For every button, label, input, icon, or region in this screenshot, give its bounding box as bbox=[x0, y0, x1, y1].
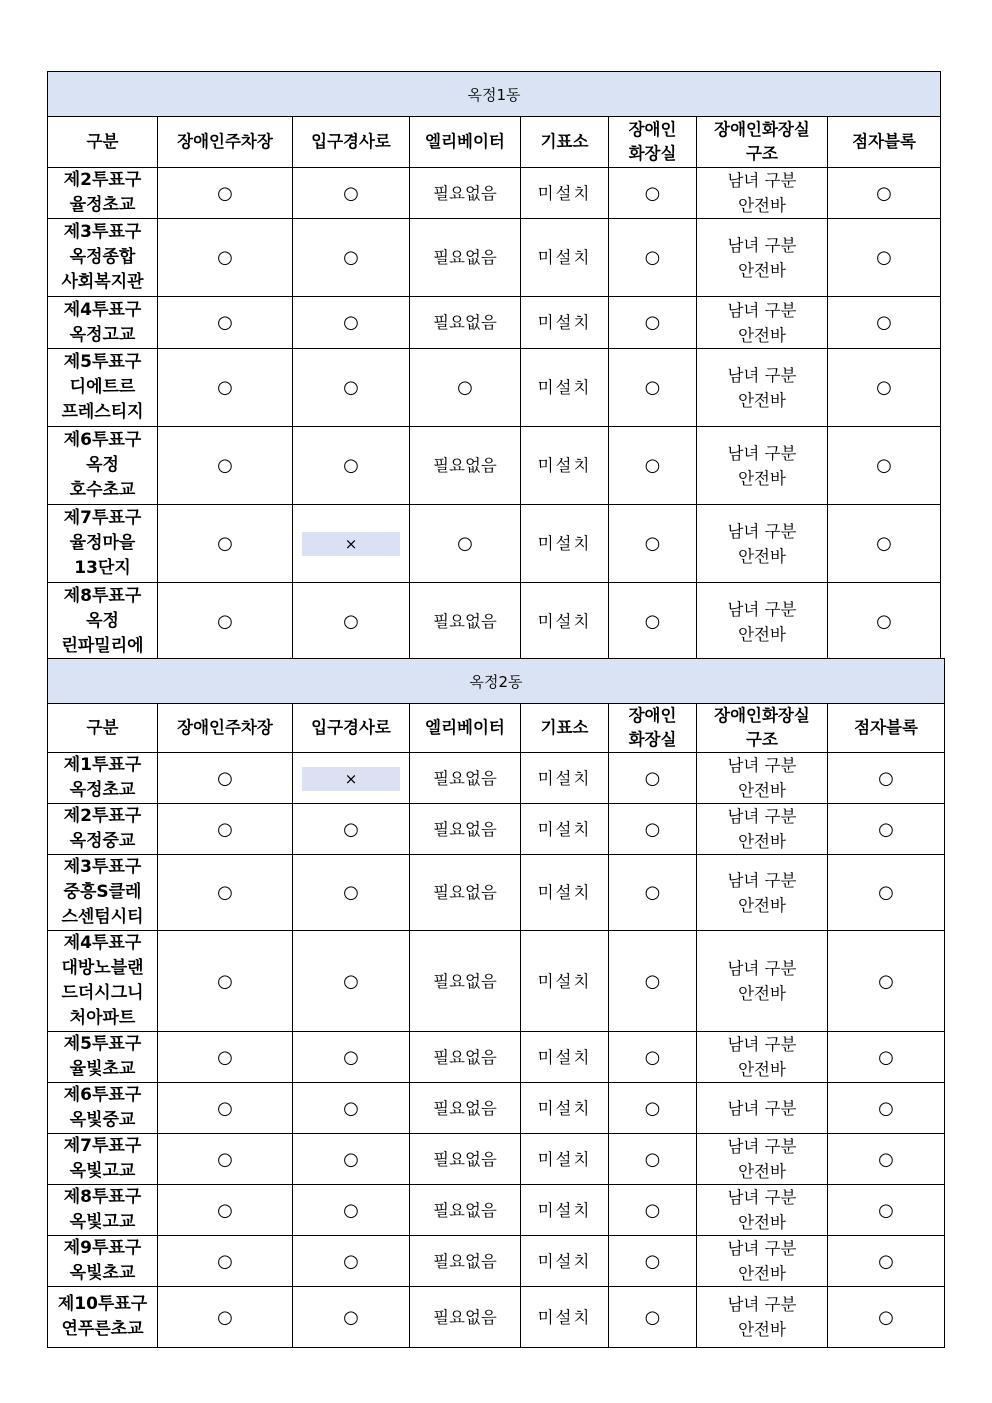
table-row bbox=[48, 931, 945, 1032]
text-line: 제10투표구 bbox=[57, 1294, 148, 1314]
toilet-structure-cell bbox=[697, 1134, 828, 1185]
toilet-structure-cell bbox=[697, 427, 828, 505]
toilet-structure-cell bbox=[697, 349, 828, 427]
text-line: 제6투표구 bbox=[63, 1085, 142, 1105]
text-line: 율빛초교 bbox=[69, 1059, 136, 1079]
ramp-cell: ○ bbox=[293, 1236, 410, 1287]
braille-cell: ○ bbox=[828, 168, 941, 219]
section-header-row bbox=[48, 72, 941, 117]
text-line: 옥빛고교 bbox=[69, 1212, 136, 1232]
polling-station-name bbox=[48, 219, 158, 297]
braille-cell: ○ bbox=[828, 804, 945, 855]
braille-cell: ○ bbox=[828, 931, 945, 1032]
ramp-cell: ○ bbox=[293, 1185, 410, 1236]
text-line: 안전바 bbox=[738, 546, 786, 566]
section-header-row bbox=[48, 659, 945, 704]
elevator-header: 엘리베이터 bbox=[410, 117, 521, 168]
ramp-cell: ○ bbox=[293, 349, 410, 427]
parking-cell: ○ bbox=[158, 1236, 293, 1287]
name-header: 구분 bbox=[48, 117, 158, 168]
polling-station-name bbox=[48, 1287, 158, 1348]
table-okjeong1 bbox=[47, 71, 941, 661]
text-line: 남녀 구분 bbox=[727, 1295, 797, 1314]
text-line: 제6투표구 bbox=[63, 430, 142, 450]
text-line: 옥정초교 bbox=[69, 780, 136, 800]
text-line: 중흥S클레 bbox=[63, 882, 142, 902]
text-line: 안전바 bbox=[738, 624, 786, 644]
parking-cell: ○ bbox=[158, 1287, 293, 1348]
text-line: 남녀 구분 bbox=[727, 599, 797, 619]
toilet-cell: ○ bbox=[609, 1185, 697, 1236]
braille-cell: ○ bbox=[828, 349, 941, 427]
booth-header: 기표소 bbox=[521, 117, 609, 168]
ramp-cell: ○ bbox=[293, 931, 410, 1032]
name-header: 구분 bbox=[48, 704, 158, 753]
text-line: 장애인 bbox=[628, 120, 677, 139]
toilet-structure-cell bbox=[697, 583, 828, 661]
toilet-cell: ○ bbox=[609, 1083, 697, 1134]
toilet-cell: ○ bbox=[609, 505, 697, 583]
booth-cell: 미설치 bbox=[521, 1134, 609, 1185]
table-body bbox=[48, 659, 945, 1348]
elevator-cell: 필요없음 bbox=[410, 753, 521, 804]
toilet-cell: ○ bbox=[609, 753, 697, 804]
toilet-structure-cell bbox=[697, 1236, 828, 1287]
ramp-header: 입구경사로 bbox=[293, 704, 410, 753]
text-line: 안전바 bbox=[738, 984, 786, 1003]
toilet-structure-cell bbox=[697, 855, 828, 931]
ramp-cell: ○ bbox=[293, 583, 410, 661]
text-line: 제3투표구 bbox=[63, 222, 142, 242]
elevator-cell: 필요없음 bbox=[410, 1083, 521, 1134]
text-line: 남녀 구분 bbox=[727, 521, 797, 541]
parking-cell: ○ bbox=[158, 753, 293, 804]
parking-header: 장애인주차장 bbox=[158, 117, 293, 168]
booth-cell: 미설치 bbox=[521, 349, 609, 427]
ramp-cell bbox=[293, 505, 410, 583]
polling-station-name bbox=[48, 1236, 158, 1287]
polling-station-name bbox=[48, 1134, 158, 1185]
text-line: 안전바 bbox=[738, 1162, 786, 1181]
table-row bbox=[48, 297, 941, 349]
braille-header: 점자블록 bbox=[828, 704, 945, 753]
text-line: 제2투표구 bbox=[63, 806, 142, 826]
parking-cell: ○ bbox=[158, 297, 293, 349]
text-line: 남녀 구분 bbox=[727, 1188, 797, 1207]
parking-cell: ○ bbox=[158, 1083, 293, 1134]
polling-station-name bbox=[48, 1185, 158, 1236]
toilet-structure-cell bbox=[697, 1032, 828, 1083]
braille-cell: ○ bbox=[828, 583, 941, 661]
ramp-missing-badge: × bbox=[302, 532, 400, 556]
ramp-cell: ○ bbox=[293, 427, 410, 505]
text-line: 안전바 bbox=[738, 196, 786, 215]
polling-station-name bbox=[48, 1083, 158, 1134]
text-line: 남녀 구분 bbox=[727, 1098, 797, 1118]
text-line: 안전바 bbox=[738, 895, 786, 915]
parking-cell: ○ bbox=[158, 349, 293, 427]
text-line: 제4투표구 bbox=[63, 933, 142, 953]
elevator-cell: 필요없음 bbox=[410, 931, 521, 1032]
text-line: 구조 bbox=[746, 144, 778, 163]
text-line: 드더시그니 bbox=[61, 983, 144, 1003]
toilet-structure-cell bbox=[697, 1287, 828, 1348]
toilet-cell: ○ bbox=[609, 427, 697, 505]
ramp-cell: ○ bbox=[293, 855, 410, 931]
booth-cell: 미설치 bbox=[521, 1083, 609, 1134]
toilet-structure-cell bbox=[697, 804, 828, 855]
table-row bbox=[48, 583, 941, 661]
text-line: 옥정 bbox=[86, 455, 119, 475]
braille-cell: ○ bbox=[828, 505, 941, 583]
booth-header: 기표소 bbox=[521, 704, 609, 753]
text-line: 옥정중교 bbox=[69, 831, 136, 851]
braille-header: 점자블록 bbox=[828, 117, 941, 168]
text-line: 호수초교 bbox=[69, 480, 136, 500]
ramp-missing-badge: × bbox=[302, 767, 400, 791]
parking-cell: ○ bbox=[158, 1185, 293, 1236]
table-row bbox=[48, 505, 941, 583]
text-line: 장애인 bbox=[628, 706, 677, 725]
elevator-cell: 필요없음 bbox=[410, 1032, 521, 1083]
toilet-cell: ○ bbox=[609, 1236, 697, 1287]
booth-cell: 미설치 bbox=[521, 297, 609, 349]
ramp-cell bbox=[293, 753, 410, 804]
table-row bbox=[48, 804, 945, 855]
table-row bbox=[48, 753, 945, 804]
text-line: 옥빛초교 bbox=[69, 1263, 136, 1283]
booth-cell: 미설치 bbox=[521, 168, 609, 219]
parking-header: 장애인주차장 bbox=[158, 704, 293, 753]
elevator-cell: 필요없음 bbox=[410, 1287, 521, 1348]
text-line: 제3투표구 bbox=[63, 857, 142, 877]
text-line: 안전바 bbox=[738, 1213, 786, 1232]
text-line: 남녀 구분 bbox=[727, 1137, 797, 1156]
text-line: 제5투표구 bbox=[63, 1034, 142, 1054]
toilet-cell: ○ bbox=[609, 1032, 697, 1083]
elevator-cell: 필요없음 bbox=[410, 583, 521, 661]
toilet-header bbox=[609, 117, 697, 168]
text-line: 율정초교 bbox=[69, 195, 136, 215]
parking-cell: ○ bbox=[158, 168, 293, 219]
text-line: 율정마을 bbox=[69, 533, 136, 553]
text-line: 옥빛고교 bbox=[69, 1161, 136, 1181]
braille-cell: ○ bbox=[828, 1134, 945, 1185]
parking-cell: ○ bbox=[158, 1134, 293, 1185]
table-okjeong2 bbox=[47, 658, 945, 1348]
toilet-structure-cell bbox=[697, 219, 828, 297]
text-line: 남녀 구분 bbox=[727, 870, 797, 890]
elevator-cell: 필요없음 bbox=[410, 1236, 521, 1287]
parking-cell: ○ bbox=[158, 505, 293, 583]
text-line: 남녀 구분 bbox=[727, 1035, 797, 1054]
text-line: 안전바 bbox=[738, 390, 786, 410]
booth-cell: 미설치 bbox=[521, 505, 609, 583]
text-line: 안전바 bbox=[738, 260, 786, 280]
toilet-structure-cell bbox=[697, 1185, 828, 1236]
braille-cell: ○ bbox=[828, 753, 945, 804]
booth-cell: 미설치 bbox=[521, 753, 609, 804]
braille-cell: ○ bbox=[828, 1083, 945, 1134]
polling-station-name bbox=[48, 1032, 158, 1083]
text-line: 처아파트 bbox=[69, 1008, 136, 1028]
text-line: 제7투표구 bbox=[63, 1136, 142, 1156]
parking-cell: ○ bbox=[158, 855, 293, 931]
toilet-cell: ○ bbox=[609, 1134, 697, 1185]
elevator-cell: 필요없음 bbox=[410, 1185, 521, 1236]
ramp-cell: ○ bbox=[293, 1134, 410, 1185]
toilet-cell: ○ bbox=[609, 1287, 697, 1348]
toilet-structure-cell bbox=[697, 753, 828, 804]
text-line: 13단지 bbox=[74, 558, 131, 578]
text-line: 옥빛중교 bbox=[69, 1110, 136, 1130]
table-row bbox=[48, 1134, 945, 1185]
parking-cell: ○ bbox=[158, 931, 293, 1032]
ramp-cell: ○ bbox=[293, 168, 410, 219]
table-row bbox=[48, 1032, 945, 1083]
table-row bbox=[48, 427, 941, 505]
elevator-cell: 필요없음 bbox=[410, 168, 521, 219]
text-line: 화장실 bbox=[628, 144, 677, 163]
parking-cell: ○ bbox=[158, 804, 293, 855]
toilet-cell: ○ bbox=[609, 219, 697, 297]
toilet-structure-cell bbox=[697, 297, 828, 349]
polling-station-name bbox=[48, 297, 158, 349]
text-line: 장애인화장실 bbox=[714, 706, 810, 725]
text-line: 안전바 bbox=[738, 1264, 786, 1283]
toilet-structure-header bbox=[697, 117, 828, 168]
booth-cell: 미설치 bbox=[521, 1032, 609, 1083]
text-line: 제2투표구 bbox=[63, 170, 142, 190]
text-line: 남녀 구분 bbox=[727, 756, 797, 775]
braille-cell: ○ bbox=[828, 1287, 945, 1348]
elevator-cell: 필요없음 bbox=[410, 804, 521, 855]
text-line: 제8투표구 bbox=[63, 1187, 142, 1207]
polling-station-name bbox=[48, 505, 158, 583]
text-line: 안전바 bbox=[738, 781, 786, 800]
text-line: 안전바 bbox=[738, 325, 786, 345]
text-line: 안전바 bbox=[738, 468, 786, 488]
column-header-row bbox=[48, 117, 941, 168]
elevator-cell: 필요없음 bbox=[410, 1134, 521, 1185]
ramp-cell: ○ bbox=[293, 804, 410, 855]
text-line: 화장실 bbox=[628, 730, 677, 749]
text-line: 남녀 구분 bbox=[727, 807, 797, 826]
text-line: 연푸른초교 bbox=[61, 1319, 144, 1339]
booth-cell: 미설치 bbox=[521, 1287, 609, 1348]
table-row bbox=[48, 855, 945, 931]
elevator-cell: 필요없음 bbox=[410, 855, 521, 931]
text-line: 남녀 구분 bbox=[727, 171, 797, 190]
parking-cell: ○ bbox=[158, 1032, 293, 1083]
braille-cell: ○ bbox=[828, 427, 941, 505]
toilet-cell: ○ bbox=[609, 349, 697, 427]
section-title: 옥정1동 bbox=[48, 72, 941, 117]
table-row bbox=[48, 1083, 945, 1134]
toilet-structure-cell bbox=[697, 168, 828, 219]
toilet-structure-cell bbox=[697, 931, 828, 1032]
polling-station-name bbox=[48, 804, 158, 855]
booth-cell: 미설치 bbox=[521, 804, 609, 855]
table-row bbox=[48, 219, 941, 297]
column-header-row bbox=[48, 704, 945, 753]
booth-cell: 미설치 bbox=[521, 219, 609, 297]
booth-cell: 미설치 bbox=[521, 427, 609, 505]
polling-station-name bbox=[48, 753, 158, 804]
toilet-cell: ○ bbox=[609, 583, 697, 661]
text-line: 스센텀시티 bbox=[61, 907, 144, 927]
text-line: 남녀 구분 bbox=[727, 235, 797, 255]
section-title: 옥정2동 bbox=[48, 659, 945, 704]
parking-cell: ○ bbox=[158, 427, 293, 505]
ramp-cell: ○ bbox=[293, 1287, 410, 1348]
text-line: 구조 bbox=[746, 730, 778, 749]
text-line: 디에트르 bbox=[69, 377, 136, 397]
braille-cell: ○ bbox=[828, 219, 941, 297]
braille-cell: ○ bbox=[828, 297, 941, 349]
booth-cell: 미설치 bbox=[521, 583, 609, 661]
ramp-cell: ○ bbox=[293, 1032, 410, 1083]
braille-cell: ○ bbox=[828, 1032, 945, 1083]
text-line: 장애인화장실 bbox=[714, 120, 810, 139]
text-line: 제4투표구 bbox=[63, 299, 142, 320]
ramp-cell: ○ bbox=[293, 219, 410, 297]
text-line: 린파밀리에 bbox=[61, 636, 144, 656]
elevator-cell: ○ bbox=[410, 505, 521, 583]
toilet-cell: ○ bbox=[609, 297, 697, 349]
toilet-structure-cell bbox=[697, 505, 828, 583]
booth-cell: 미설치 bbox=[521, 1185, 609, 1236]
toilet-structure-cell bbox=[697, 1083, 828, 1134]
text-line: 대방노블랜 bbox=[61, 958, 144, 978]
elevator-cell: ○ bbox=[410, 349, 521, 427]
toilet-cell: ○ bbox=[609, 931, 697, 1032]
text-line: 프레스티지 bbox=[61, 402, 144, 422]
toilet-structure-header bbox=[697, 704, 828, 753]
elevator-cell: 필요없음 bbox=[410, 219, 521, 297]
text-line: 사회복지관 bbox=[61, 272, 144, 292]
polling-station-name bbox=[48, 349, 158, 427]
polling-station-name bbox=[48, 168, 158, 219]
ramp-header: 입구경사로 bbox=[293, 117, 410, 168]
braille-cell: ○ bbox=[828, 1236, 945, 1287]
table-row bbox=[48, 1185, 945, 1236]
text-line: 남녀 구분 bbox=[727, 365, 797, 385]
booth-cell: 미설치 bbox=[521, 931, 609, 1032]
text-line: 남녀 구분 bbox=[727, 300, 797, 320]
toilet-cell: ○ bbox=[609, 804, 697, 855]
table-row bbox=[48, 1287, 945, 1348]
text-line: 옥정고교 bbox=[69, 324, 136, 345]
text-line: 남녀 구분 bbox=[727, 443, 797, 463]
table-row bbox=[48, 168, 941, 219]
text-line: 안전바 bbox=[738, 1060, 786, 1079]
toilet-cell: ○ bbox=[609, 855, 697, 931]
polling-station-name bbox=[48, 931, 158, 1032]
text-line: 제1투표구 bbox=[63, 755, 142, 775]
toilet-header bbox=[609, 704, 697, 753]
polling-station-name bbox=[48, 427, 158, 505]
text-line: 안전바 bbox=[738, 1320, 786, 1339]
parking-cell: ○ bbox=[158, 583, 293, 661]
ramp-cell: ○ bbox=[293, 1083, 410, 1134]
braille-cell: ○ bbox=[828, 1185, 945, 1236]
booth-cell: 미설치 bbox=[521, 855, 609, 931]
text-line: 제8투표구 bbox=[63, 586, 142, 606]
toilet-cell: ○ bbox=[609, 168, 697, 219]
text-line: 옥정종합 bbox=[69, 247, 136, 267]
booth-cell: 미설치 bbox=[521, 1236, 609, 1287]
table-body bbox=[48, 72, 941, 661]
text-line: 옥정 bbox=[86, 611, 119, 631]
braille-cell: ○ bbox=[828, 855, 945, 931]
text-line: 안전바 bbox=[738, 832, 786, 851]
elevator-cell: 필요없음 bbox=[410, 297, 521, 349]
text-line: 남녀 구분 bbox=[727, 1239, 797, 1258]
text-line: 제5투표구 bbox=[63, 352, 142, 372]
table-row bbox=[48, 1236, 945, 1287]
table-row bbox=[48, 349, 941, 427]
polling-station-name bbox=[48, 583, 158, 661]
text-line: 제9투표구 bbox=[63, 1238, 142, 1258]
elevator-cell: 필요없음 bbox=[410, 427, 521, 505]
polling-station-name bbox=[48, 855, 158, 931]
elevator-header: 엘리베이터 bbox=[410, 704, 521, 753]
parking-cell: ○ bbox=[158, 219, 293, 297]
text-line: 남녀 구분 bbox=[727, 959, 797, 978]
text-line: 제7투표구 bbox=[63, 508, 142, 528]
ramp-cell: ○ bbox=[293, 297, 410, 349]
